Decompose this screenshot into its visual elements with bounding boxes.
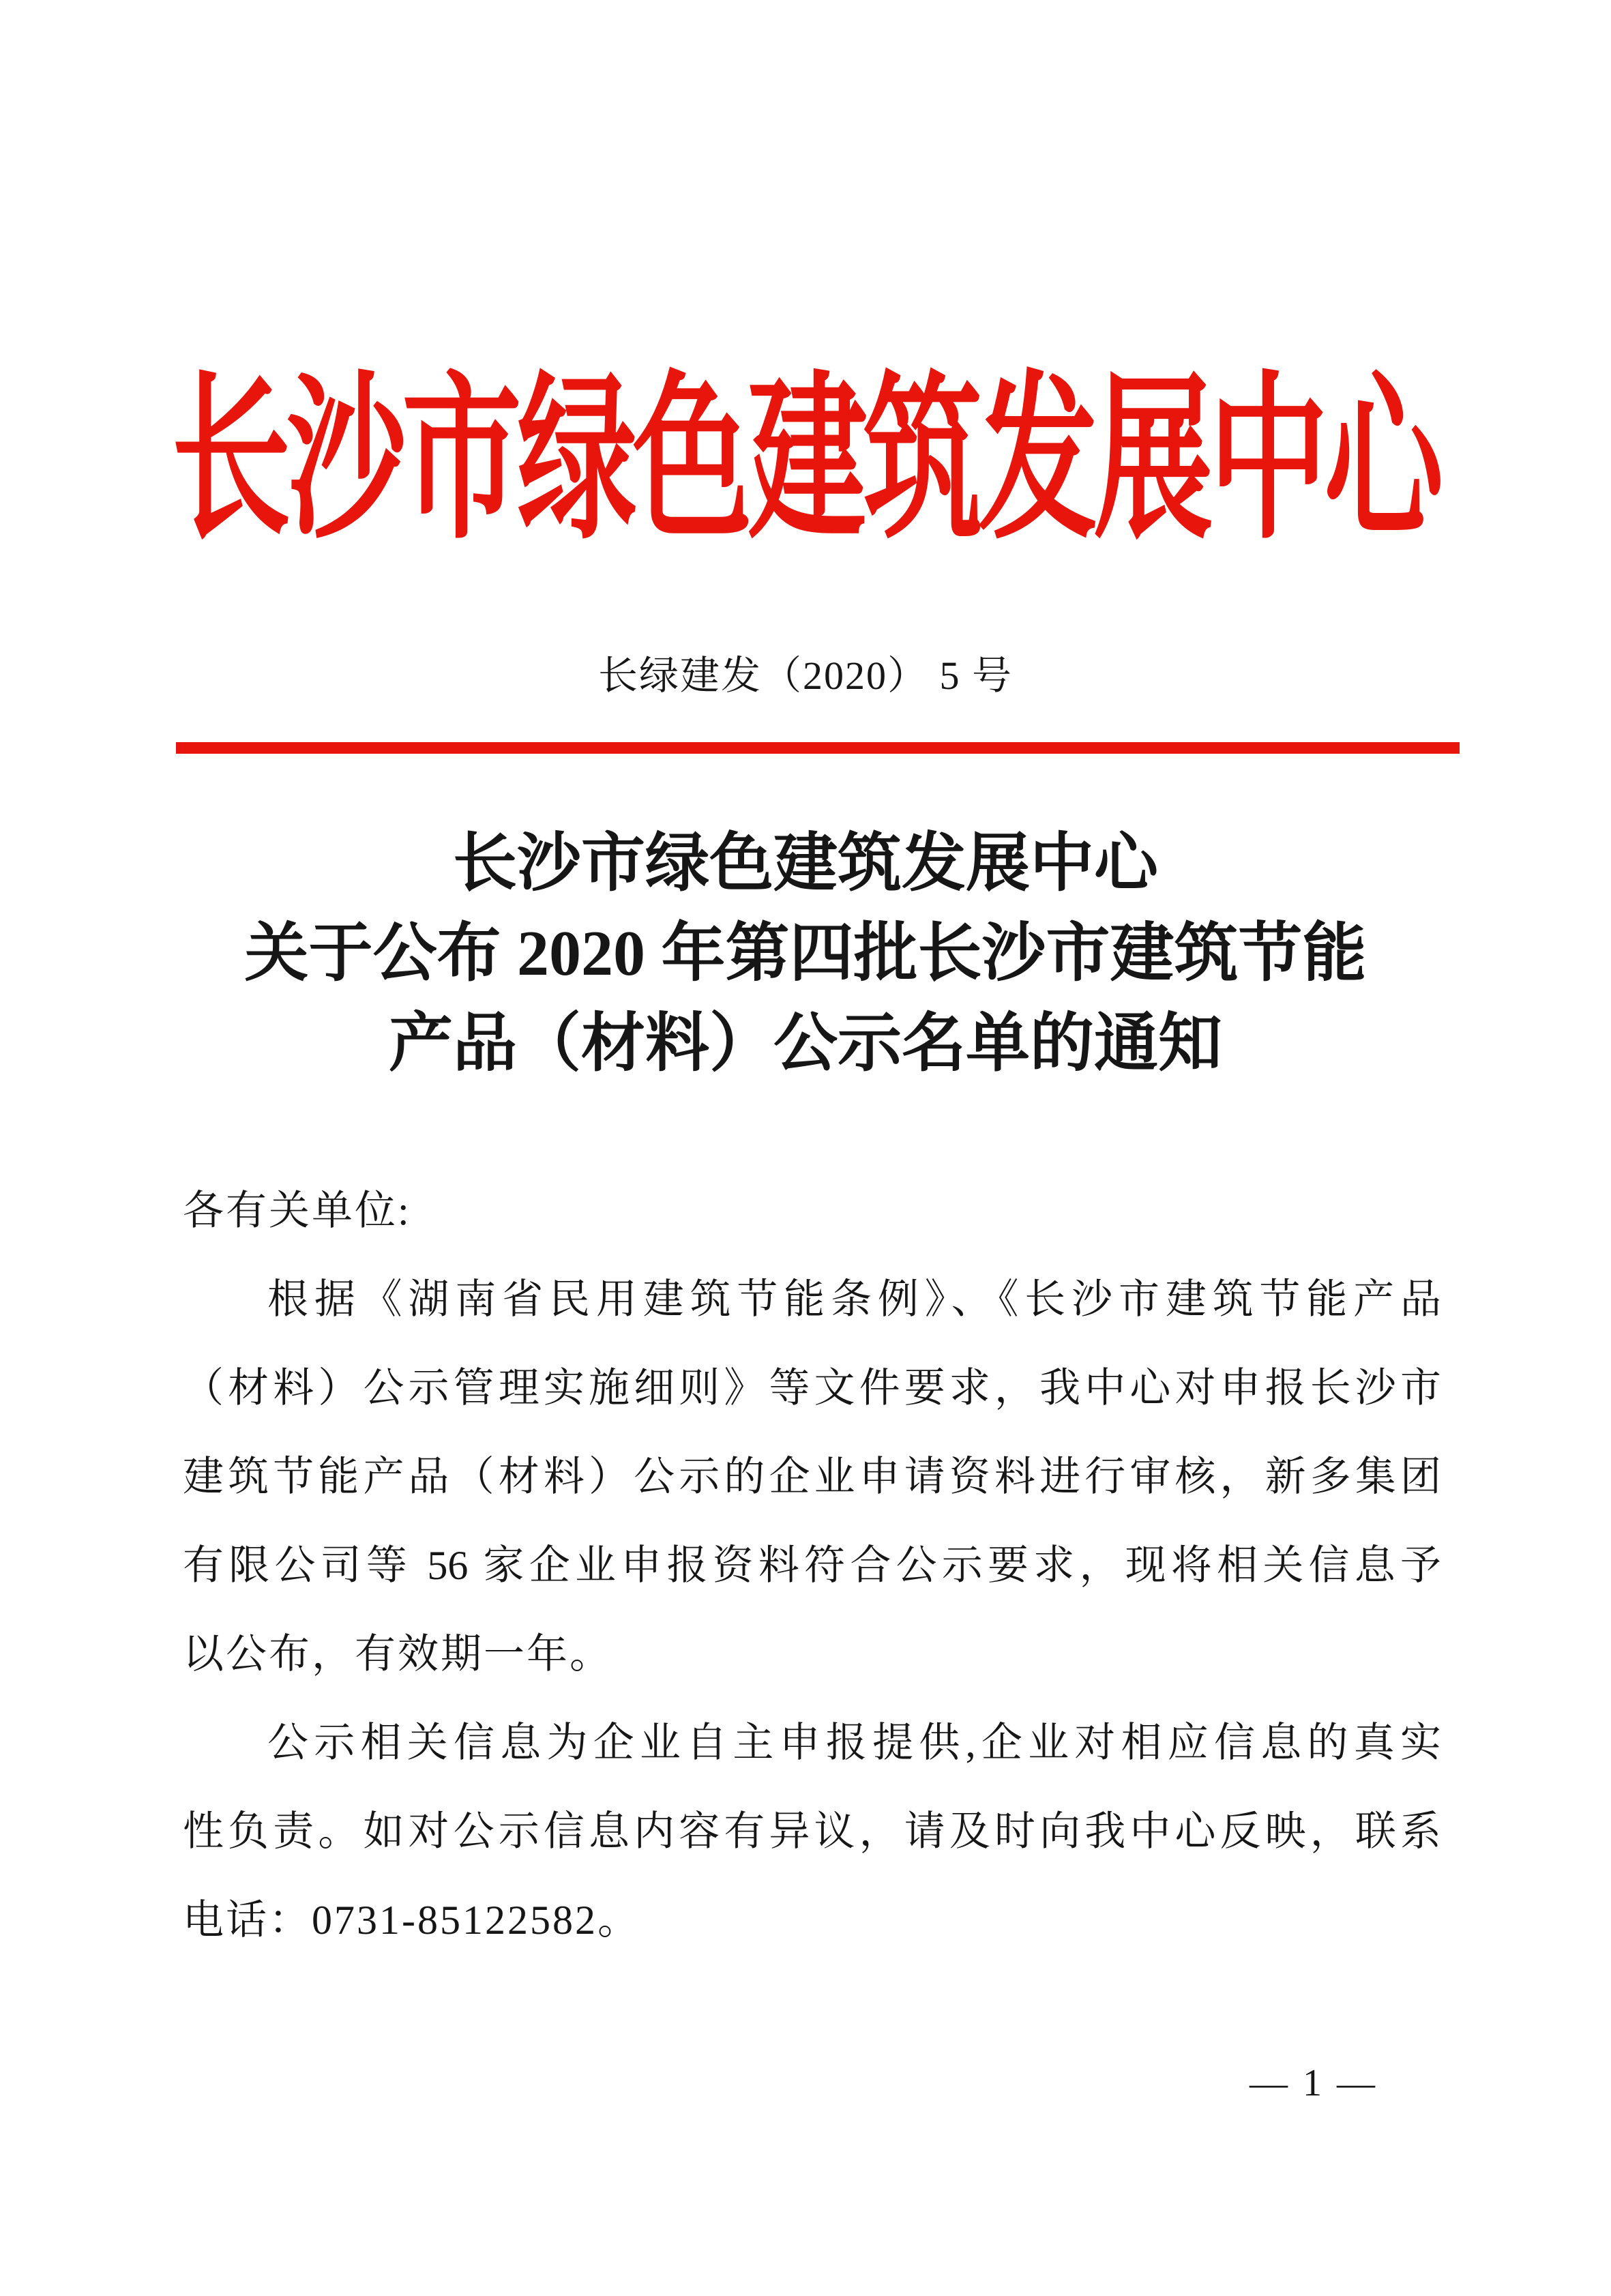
- body-line: 以公布，有效期一年。: [183, 1632, 612, 1677]
- body-line-contact: 电话：0731-85122582。: [183, 1898, 640, 1943]
- document-title-line-1: 长沙市绿色建筑发展中心: [452, 828, 1158, 899]
- page-number: — 1 —: [1250, 2062, 1378, 2104]
- document-title: [0, 819, 1611, 1089]
- body-line: （材料）公示管理实施细则》等文件要求，我中心对申报长沙市: [183, 1366, 1441, 1411]
- body-line: 建筑节能产品（材料）公示的企业申请资料进行审核，新多集团: [183, 1454, 1441, 1499]
- salutation-line: 各有关单位:: [183, 1188, 411, 1233]
- body-line: 公示相关信息为企业自主申报提供,企业对相应信息的真实: [267, 1720, 1441, 1765]
- body-line: 性负责。如对公示信息内容有异议，请及时向我中心反映，联系: [183, 1809, 1441, 1854]
- body-line: 根据《湖南省民用建筑节能条例》、《长沙市建筑节能产品: [267, 1277, 1441, 1322]
- body-line: 有限公司等 56 家企业申报资料符合公示要求，现将相关信息予: [183, 1543, 1441, 1588]
- doc-reference-number: 长绿建发（2020） 5 号: [597, 653, 1013, 698]
- document-title-line-2: 关于公布 2020 年第四批长沙市建筑节能: [244, 918, 1367, 989]
- document-body: [183, 1166, 1441, 1964]
- letterhead-org-name: 长沙市绿色建筑发展中心: [171, 362, 1440, 560]
- letterhead-divider-rule: [176, 742, 1460, 754]
- document-title-line-3: 产品（材料）公示名单的通知: [388, 1008, 1222, 1079]
